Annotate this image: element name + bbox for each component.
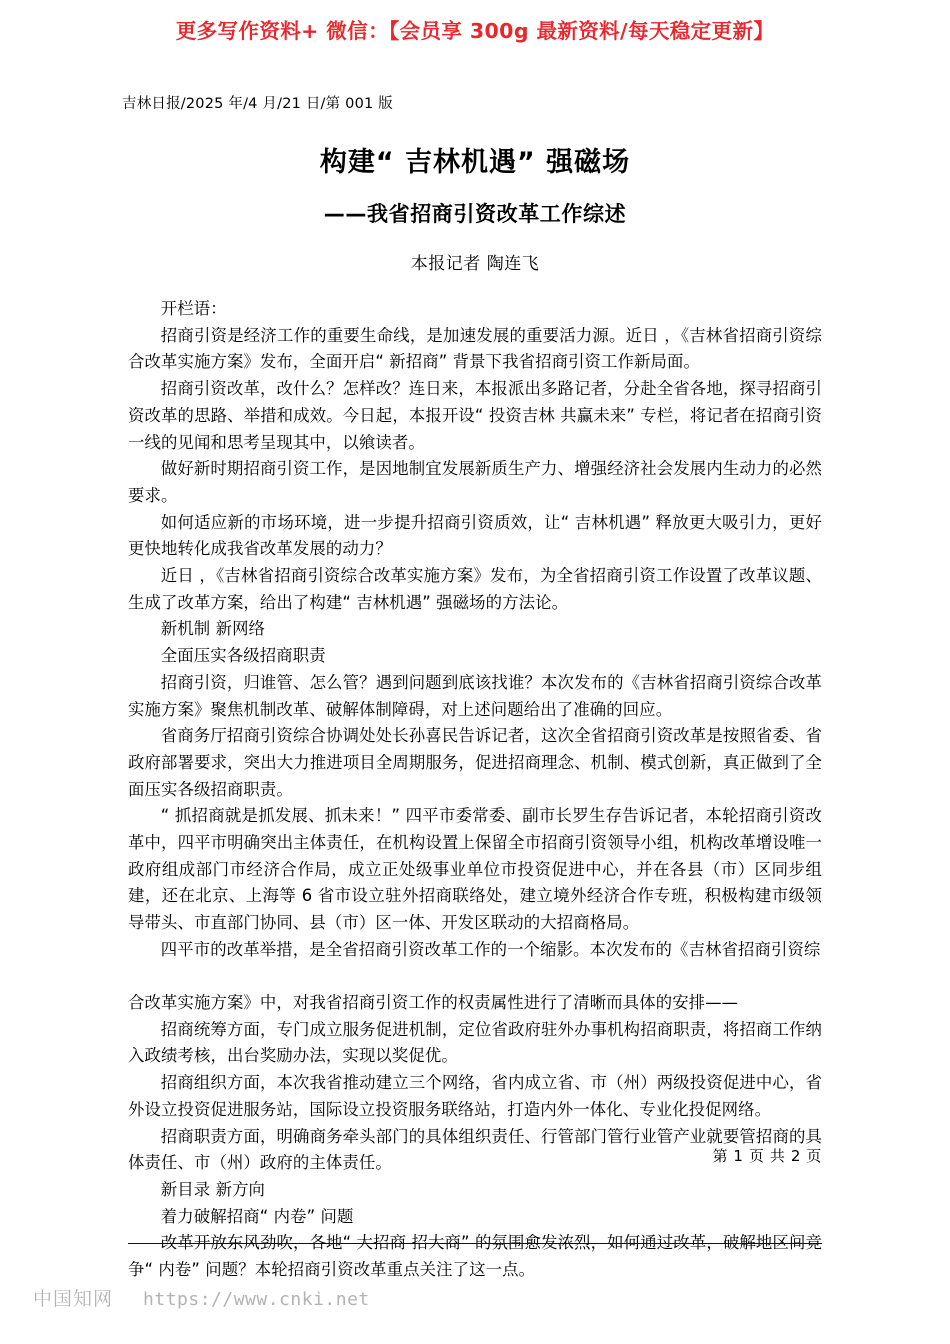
- article-paragraph: 近日 ，《吉林省招商引资综合改革实施方案》发布，为全省招商引资工作设置了改革议题、生成了改革方案，给出了构建“ 吉林机遇” 强磁场的方法论。: [128, 566, 822, 612]
- article-paragraph: 四平市的改革举措，是全省招商引资改革工作的一个缩影。本次发布的《吉林省招商引资综: [160, 939, 821, 959]
- article-body: [128, 296, 822, 1284]
- article-paragraph: 招商引资是经济工作的重要生命线，是加速发展的重要活力源。近日 ，《吉林省招商引资综合改革实施方案》发布，全面开启“ 新招商” 背景下我省招商引资工作新局面。: [128, 325, 822, 372]
- article-byline: 本报记者 陶连飞: [410, 254, 540, 274]
- promo-banner-text: 更多写作资料+ 微信：【会员享 300g 最新资料/每天稳定更新】: [175, 19, 775, 43]
- article-subheadline: ——我省招商引资改革工作综述: [323, 202, 627, 226]
- article-paragraph: 着力破解招商“ 内卷” 问题: [160, 1206, 354, 1226]
- cnki-logo-text: 中国知网: [33, 1288, 114, 1310]
- article-paragraph: 招商组织方面，本次我省推动建立三个网络，省内成立省、市（州）两级投资促进中心，省外设立投资促进服务站，国际设立投资服务联络站，打造内外一体化、专业化投促网络。: [128, 1073, 822, 1119]
- article-paragraph: “ 抓招商就是抓发展、抓未来！” 四平市委常委、副市长罗生存告诉记者，本轮招商引资改革中，四平市明确突出主体责任，在机构设置上保留全市招商引资领导小组，机构改革增设唯一政府组成部门市经济合作局，成立正处级事业单位市投资促进中心，并在各县（市）区同步组建，还在北京、上海等 6 省市设立驻外招商联络处，建立境外经济合作专班，积极构建市级领导带头、市直部门协同、县（市）区一体、开发区联动的大招商格局。: [128, 806, 822, 933]
- article-paragraph: 开栏语：: [160, 299, 227, 318]
- article-paragraph: 改革开放东风劲吹，各地“ 大招商 招大商” 的氛围愈发浓烈，如何通过改革，破解地区间竞争“ 内卷” 问题？本轮招商引资改革重点关注了这一点。: [128, 1233, 822, 1280]
- article-paragraph: 省商务厅招商引资综合协调处处长孙喜民告诉记者，这次全省招商引资改革是按照省委、省政府部署要求，突出大力推进项目全周期服务，促进招商理念、机制、模式创新，真正做到了全面压实各级招商职责。: [128, 726, 822, 799]
- article-paragraph: 招商职责方面，明确商务牵头部门的具体组织责任、行管部门管行业管产业就要管招商的具体责任、市（州）政府的主体责任。: [128, 1126, 822, 1173]
- article-paragraph: 招商统筹方面，专门成立服务促进机制，定位省政府驻外办事机构招商职责，将招商工作纳入政绩考核，出台奖励办法，实现以奖促优。: [128, 1019, 822, 1066]
- article-paragraph: 做好新时期招商引资工作，是因地制宜发展新质生产力、增强经济社会发展内生动力的必然要求。: [128, 459, 822, 505]
- cnki-url-text: https://www.cnki.net: [143, 1289, 370, 1310]
- article-headline: 构建“ 吉林机遇” 强磁场: [319, 147, 631, 178]
- article-paragraph: 新目录 新方向: [160, 1180, 266, 1199]
- article-paragraph: 如何适应新的市场环境，进一步提升招商引资质效，让“ 吉林机遇” 释放更大吸引力，更好更快地转化成我省改革发展的动力？: [128, 512, 822, 559]
- article-paragraph: 合改革实施方案》中，对我省招商引资工作的权责属性进行了清晰而具体的安排——: [128, 993, 739, 1013]
- article-paragraph: 全面压实各级招商职责: [160, 646, 326, 666]
- article-paragraph: 新机制 新网络: [160, 619, 266, 639]
- article-paragraph: 招商引资改革，改什么？怎样改？连日来，本报派出多路记者，分赴全省各地，探寻招商引资改革的思路、举措和成效。今日起，本报开设“ 投资吉林 共赢未来” 专栏，将记者在招商引资一线的见闻和思考呈现其中，以飨读者。: [128, 379, 822, 452]
- article-paragraph: 招商引资，归谁管、怎么管？遇到问题到底该找谁？本次发布的《吉林省招商引资综合改革实施方案》聚焦机制改革、破解体制障碍，对上述问题给出了准确的回应。: [128, 672, 822, 719]
- cnki-watermark: [33, 1284, 370, 1311]
- page-number-footer: 第 1 页 共 2 页: [712, 1147, 822, 1165]
- footer-divider-rule: [128, 1243, 822, 1244]
- source-citation-line: 吉林日报/2025 年/4 月/21 日/第 001 版: [122, 96, 393, 112]
